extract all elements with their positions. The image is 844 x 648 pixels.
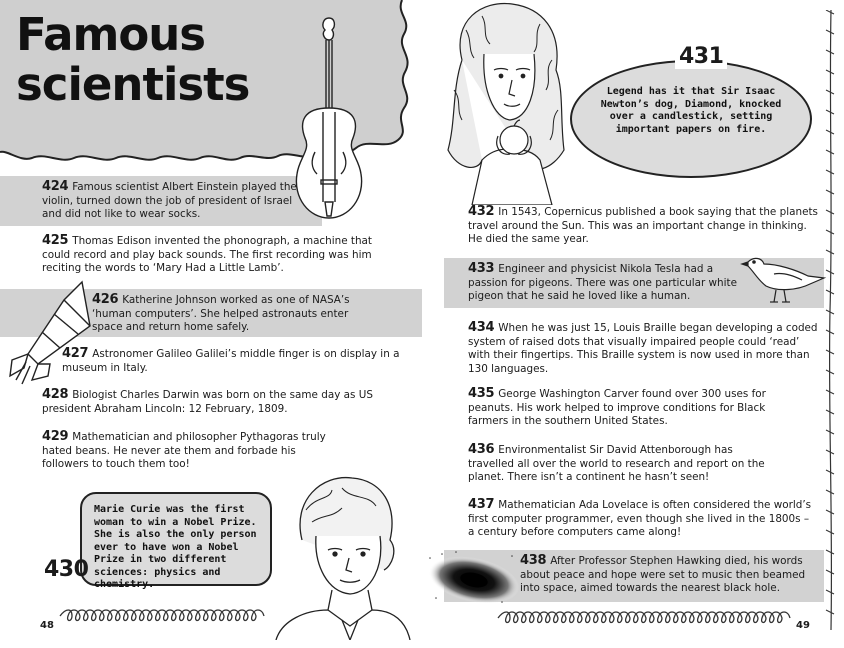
fact-428 bbox=[42, 388, 402, 416]
fact-text: When he was just 15, Louis Braille began developing a coded system of raised dots that visually impaired people could ‘read’ with their fingertips. This Braille system is now used in more than 130 languages. bbox=[468, 322, 818, 375]
bottom-swirl-border bbox=[496, 610, 796, 626]
fact-text: Mathematician and philosopher Pythagoras truly hated beans. He never ate them and forbade his followers to touch them too! bbox=[42, 431, 326, 471]
fact-number: 426 bbox=[92, 292, 119, 307]
fact-432 bbox=[468, 205, 818, 247]
title-line-1: Famous bbox=[16, 8, 206, 61]
fact-433 bbox=[468, 262, 738, 304]
fact-424 bbox=[42, 180, 312, 222]
fact-437 bbox=[468, 498, 818, 540]
callout-430-box bbox=[80, 492, 272, 590]
page-title bbox=[16, 8, 250, 111]
fact-426 bbox=[92, 293, 352, 335]
fact-438 bbox=[520, 554, 820, 596]
fact-text: After Professor Stephen Hawking died, his words about peace and hope were set to music then beamed into space, aimed towards the nearest black hole. bbox=[520, 555, 806, 595]
fact-number: 436 bbox=[468, 442, 495, 457]
fact-text: Biologist Charles Darwin was born on the same day as US president Abraham Lincoln: 12 February, 1809. bbox=[42, 389, 373, 415]
fact-text: Environmentalist Sir David Attenborough has travelled all over the world to research and report on the planet. There isn’t a continent he hasn’t seen! bbox=[468, 444, 765, 484]
fact-text: Mathematician Ada Lovelace is often considered the world’s first computer programmer, even though she lived in the 1800s – a century before computers came along! bbox=[468, 499, 812, 539]
fact-434 bbox=[468, 321, 823, 376]
fact-text: Katherine Johnson worked as one of NASA’s ‘human computers’. She helped astronauts enter space and return home safely. bbox=[92, 294, 350, 334]
black-hole-icon bbox=[422, 548, 522, 608]
fact-number: 434 bbox=[468, 320, 495, 335]
fact-number: 424 bbox=[42, 179, 69, 194]
fact-429 bbox=[42, 430, 332, 472]
callout-text: Legend has it that Sir Isaac Newton’s dog, Diamond, knocked over a candlestick, setting important papers on fire. bbox=[600, 86, 782, 135]
fact-number: 433 bbox=[468, 261, 495, 276]
fact-435 bbox=[468, 387, 808, 429]
right-hatched-border bbox=[824, 10, 838, 630]
fact-text: Astronomer Galileo Galilei’s middle finger is on display in a museum in Italy. bbox=[62, 348, 400, 374]
isaac-newton-portrait bbox=[422, 0, 572, 205]
fact-text: Engineer and physicist Nikola Tesla had a passion for pigeons. There was one particular white pigeon that he said he loved like a human. bbox=[468, 263, 737, 303]
title-line-2: scientists bbox=[16, 58, 250, 111]
callout-430-number: 430 bbox=[44, 557, 89, 582]
fact-number: 432 bbox=[468, 204, 495, 219]
fact-text: George Washington Carver found over 300 uses for peanuts. His work helped to improve conditions for Black farmers in the southern United States. bbox=[468, 388, 766, 428]
callout-431-number: 431 bbox=[675, 44, 727, 69]
pigeon-icon bbox=[738, 246, 828, 306]
fact-number: 437 bbox=[468, 497, 495, 512]
page-number-right: 49 bbox=[796, 620, 810, 631]
fact-number: 438 bbox=[520, 553, 547, 568]
fact-number: 428 bbox=[42, 387, 69, 402]
callout-text: Marie Curie was the first woman to win a Nobel Prize. She is also the only person ever to have won a Nobel Prize in two different sciences: physics and chemistry. bbox=[94, 504, 257, 590]
page-number-left: 48 bbox=[40, 620, 54, 631]
callout-431-box bbox=[570, 60, 812, 178]
fact-number: 425 bbox=[42, 233, 69, 248]
fact-436 bbox=[468, 443, 768, 485]
right-page bbox=[422, 0, 844, 648]
fact-text: In 1543, Copernicus published a book saying that the planets travel around the Sun. This was an important change in thinking. He died the same year. bbox=[468, 206, 818, 246]
fact-427 bbox=[62, 347, 402, 375]
fact-text: Famous scientist Albert Einstein played the violin, turned down the job of president of Israel and did not like to wear socks. bbox=[42, 181, 297, 221]
bottom-swirl-border bbox=[58, 608, 358, 624]
fact-425 bbox=[42, 234, 402, 276]
fact-text: Thomas Edison invented the phonograph, a machine that could record and play back sounds. The first recording was him reciting the words to ‘Mary Had a Little Lamb’. bbox=[42, 235, 373, 275]
fact-number: 427 bbox=[62, 346, 89, 361]
fact-number: 435 bbox=[468, 386, 495, 401]
fact-number: 429 bbox=[42, 429, 69, 444]
